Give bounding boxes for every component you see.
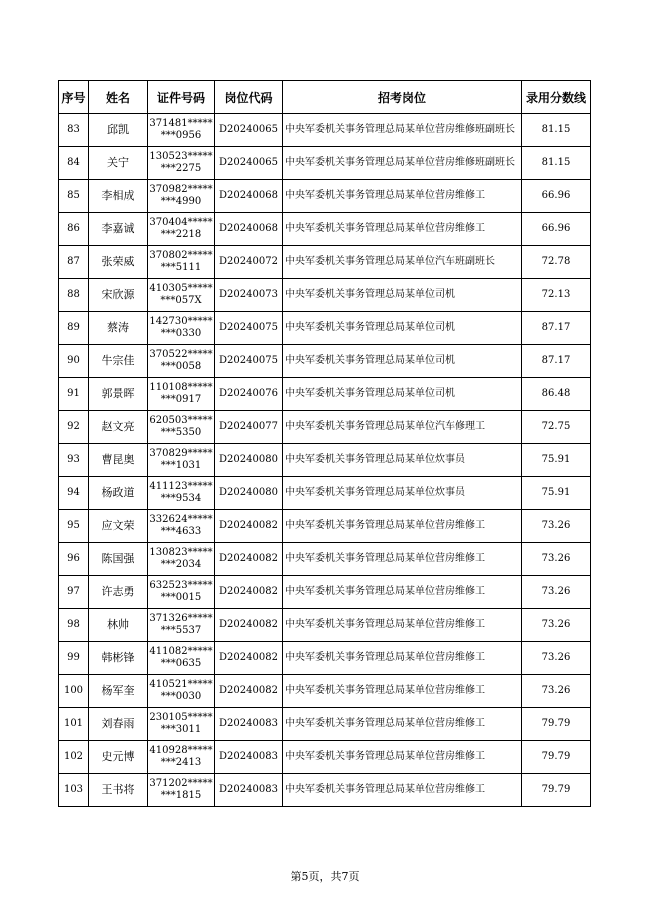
- cell-post: 中央军委机关事务管理总局某单位营房维修工: [283, 609, 522, 642]
- id-number-part1: 411123*****: [149, 481, 213, 492]
- table-row: [59, 675, 591, 708]
- cell-seq: 96: [59, 543, 89, 576]
- cell-name: 许志勇: [89, 576, 148, 609]
- cell-post-code: D20240080: [215, 477, 283, 510]
- cell-post: 中央军委机关事务管理总局某单位营房维修工: [283, 510, 522, 543]
- cell-name: 李嘉诚: [89, 213, 148, 246]
- id-number-part2: ***0635: [160, 658, 202, 669]
- cell-score: 79.79: [522, 741, 591, 774]
- cell-post-code: D20240075: [215, 312, 283, 345]
- cell-seq: 93: [59, 444, 89, 477]
- table-row: [59, 609, 591, 642]
- cell-post-code: D20240083: [215, 774, 283, 807]
- cell-id-number: [148, 510, 215, 543]
- id-number-part2: ***4990: [160, 196, 202, 207]
- cell-post: 中央军委机关事务管理总局某单位营房维修班副班长: [283, 114, 522, 147]
- table-row: [59, 774, 591, 807]
- cell-id-number: [148, 708, 215, 741]
- cell-post-code: D20240077: [215, 411, 283, 444]
- id-number-part2: ***2218: [160, 229, 202, 240]
- cell-post-code: D20240082: [215, 510, 283, 543]
- cell-seq: 84: [59, 147, 89, 180]
- cell-id-number: [148, 675, 215, 708]
- cell-name: 陈国强: [89, 543, 148, 576]
- cell-name: 邱凯: [89, 114, 148, 147]
- cell-id-number: [148, 114, 215, 147]
- cell-score: 75.91: [522, 444, 591, 477]
- cell-post: 中央军委机关事务管理总局某单位营房维修工: [283, 543, 522, 576]
- cell-post: 中央军委机关事务管理总局某单位司机: [283, 378, 522, 411]
- id-number-part2: ***0330: [160, 328, 202, 339]
- cell-post-code: D20240080: [215, 444, 283, 477]
- id-number-part1: 370522*****: [149, 349, 213, 360]
- id-number-part1: 410305*****: [149, 283, 213, 294]
- table-row: [59, 246, 591, 279]
- cell-post-code: D20240083: [215, 741, 283, 774]
- cell-name: 李相成: [89, 180, 148, 213]
- id-number-part1: 371326*****: [149, 613, 213, 624]
- cell-seq: 100: [59, 675, 89, 708]
- cell-id-number: [148, 246, 215, 279]
- id-number-part2: ***3011: [160, 724, 202, 735]
- cell-score: 73.26: [522, 675, 591, 708]
- id-number-part2: ***5111: [160, 262, 202, 273]
- id-number-part1: 371202*****: [149, 778, 213, 789]
- cell-name: 宋欣源: [89, 279, 148, 312]
- id-number-part1: 410521*****: [149, 679, 213, 690]
- id-number-part2: ***2413: [160, 757, 202, 768]
- table-row: [59, 444, 591, 477]
- cell-post: 中央军委机关事务管理总局某单位营房维修工: [283, 213, 522, 246]
- table-row: [59, 279, 591, 312]
- table-row: [59, 312, 591, 345]
- cell-seq: 103: [59, 774, 89, 807]
- cell-score: 79.79: [522, 708, 591, 741]
- cell-seq: 90: [59, 345, 89, 378]
- cell-id-number: [148, 213, 215, 246]
- cell-score: 87.17: [522, 345, 591, 378]
- cell-post-code: D20240068: [215, 180, 283, 213]
- cell-id-number: [148, 180, 215, 213]
- cell-seq: 97: [59, 576, 89, 609]
- page-footer: 第5页，共7页: [290, 870, 360, 883]
- cell-seq: 87: [59, 246, 89, 279]
- cell-post-code: D20240082: [215, 543, 283, 576]
- table-row: [59, 708, 591, 741]
- id-number-part1: 110108*****: [149, 382, 213, 393]
- id-number-part2: ***2034: [160, 559, 202, 570]
- cell-score: 66.96: [522, 180, 591, 213]
- cell-id-number: [148, 312, 215, 345]
- header-post-code: 岗位代码: [215, 81, 283, 114]
- id-number-part1: 130523*****: [149, 151, 213, 162]
- id-number-part2: ***0015: [160, 592, 202, 603]
- cell-seq: 95: [59, 510, 89, 543]
- cell-name: 刘春雨: [89, 708, 148, 741]
- cell-post-code: D20240082: [215, 609, 283, 642]
- id-number-part2: ***5537: [160, 625, 202, 636]
- cell-seq: 85: [59, 180, 89, 213]
- cell-post-code: D20240072: [215, 246, 283, 279]
- id-number-part1: 620503*****: [149, 415, 213, 426]
- cell-score: 72.13: [522, 279, 591, 312]
- header-post: 招考岗位: [283, 81, 522, 114]
- table-row: [59, 576, 591, 609]
- id-number-part2: ***057X: [160, 295, 202, 306]
- id-number-part1: 142730*****: [149, 316, 213, 327]
- id-number-part1: 371481*****: [149, 118, 213, 129]
- id-number-part1: 370982*****: [149, 184, 213, 195]
- id-number-part1: 332624*****: [149, 514, 213, 525]
- header-id-number: 证件号码: [148, 81, 215, 114]
- cell-post: 中央军委机关事务管理总局某单位司机: [283, 312, 522, 345]
- cell-seq: 99: [59, 642, 89, 675]
- id-number-part2: ***0058: [160, 361, 202, 372]
- cell-post: 中央军委机关事务管理总局某单位司机: [283, 279, 522, 312]
- id-number-part1: 411082*****: [149, 646, 213, 657]
- header-name: 姓名: [89, 81, 148, 114]
- cell-post-code: D20240076: [215, 378, 283, 411]
- cell-post: 中央军委机关事务管理总局某单位营房维修班副班长: [283, 147, 522, 180]
- cell-post-code: D20240073: [215, 279, 283, 312]
- id-number-part2: ***0917: [160, 394, 202, 405]
- cell-id-number: [148, 543, 215, 576]
- cell-seq: 91: [59, 378, 89, 411]
- cell-post: 中央军委机关事务管理总局某单位司机: [283, 345, 522, 378]
- cell-name: 史元博: [89, 741, 148, 774]
- table-row: [59, 411, 591, 444]
- cell-post-code: D20240068: [215, 213, 283, 246]
- cell-score: 73.26: [522, 609, 591, 642]
- id-number-part1: 370829*****: [149, 448, 213, 459]
- cell-post-code: D20240082: [215, 642, 283, 675]
- table-row: [59, 510, 591, 543]
- id-number-part1: 632523*****: [149, 580, 213, 591]
- cell-score: 75.91: [522, 477, 591, 510]
- id-number-part2: ***0030: [160, 691, 202, 702]
- id-number-part2: ***1031: [160, 460, 202, 471]
- cell-seq: 92: [59, 411, 89, 444]
- table-row: [59, 543, 591, 576]
- cell-score: 72.78: [522, 246, 591, 279]
- cell-id-number: [148, 345, 215, 378]
- id-number-part2: ***1815: [160, 790, 202, 801]
- id-number-part2: ***4633: [160, 526, 202, 537]
- cell-post: 中央军委机关事务管理总局某单位营房维修工: [283, 774, 522, 807]
- id-number-part1: 230105*****: [149, 712, 213, 723]
- cell-name: 应文荣: [89, 510, 148, 543]
- id-number-part1: 370802*****: [149, 250, 213, 261]
- cell-seq: 83: [59, 114, 89, 147]
- cell-score: 81.15: [522, 147, 591, 180]
- cell-post: 中央军委机关事务管理总局某单位营房维修工: [283, 642, 522, 675]
- cell-id-number: [148, 147, 215, 180]
- cell-post: 中央军委机关事务管理总局某单位营房维修工: [283, 576, 522, 609]
- cell-seq: 101: [59, 708, 89, 741]
- cell-name: 杨军奎: [89, 675, 148, 708]
- cell-name: 蔡涛: [89, 312, 148, 345]
- cell-score: 81.15: [522, 114, 591, 147]
- cell-score: 66.96: [522, 213, 591, 246]
- table-row: [59, 345, 591, 378]
- cell-id-number: [148, 444, 215, 477]
- table-row: [59, 642, 591, 675]
- table-row: [59, 213, 591, 246]
- cell-name: 杨政道: [89, 477, 148, 510]
- cell-name: 曹昆奥: [89, 444, 148, 477]
- cell-post: 中央军委机关事务管理总局某单位营房维修工: [283, 741, 522, 774]
- cell-score: 79.79: [522, 774, 591, 807]
- cell-id-number: [148, 609, 215, 642]
- cell-post-code: D20240082: [215, 675, 283, 708]
- header-score: 录用分数线: [522, 81, 591, 114]
- cell-seq: 98: [59, 609, 89, 642]
- cell-id-number: [148, 576, 215, 609]
- id-number-part1: 130823*****: [149, 547, 213, 558]
- id-number-part1: 370404*****: [149, 217, 213, 228]
- cell-score: 73.26: [522, 510, 591, 543]
- cell-name: 郭景晖: [89, 378, 148, 411]
- results-table: [58, 80, 591, 807]
- id-number-part2: ***9534: [160, 493, 202, 504]
- cell-id-number: [148, 411, 215, 444]
- cell-id-number: [148, 741, 215, 774]
- cell-score: 73.26: [522, 576, 591, 609]
- cell-score: 73.26: [522, 543, 591, 576]
- table-row: [59, 114, 591, 147]
- cell-name: 韩彬锋: [89, 642, 148, 675]
- cell-name: 赵文亮: [89, 411, 148, 444]
- cell-id-number: [148, 774, 215, 807]
- table-row: [59, 477, 591, 510]
- cell-post-code: D20240075: [215, 345, 283, 378]
- cell-score: 86.48: [522, 378, 591, 411]
- cell-seq: 88: [59, 279, 89, 312]
- cell-seq: 94: [59, 477, 89, 510]
- table-row: [59, 378, 591, 411]
- cell-post-code: D20240083: [215, 708, 283, 741]
- cell-post: 中央军委机关事务管理总局某单位营房维修工: [283, 708, 522, 741]
- cell-seq: 86: [59, 213, 89, 246]
- cell-post: 中央军委机关事务管理总局某单位汽车修理工: [283, 411, 522, 444]
- id-number-part1: 410928*****: [149, 745, 213, 756]
- cell-seq: 89: [59, 312, 89, 345]
- cell-post-code: D20240065: [215, 147, 283, 180]
- cell-post-code: D20240082: [215, 576, 283, 609]
- id-number-part2: ***2275: [160, 163, 202, 174]
- cell-id-number: [148, 378, 215, 411]
- cell-post-code: D20240065: [215, 114, 283, 147]
- cell-id-number: [148, 642, 215, 675]
- cell-post: 中央军委机关事务管理总局某单位炊事员: [283, 444, 522, 477]
- cell-score: 72.75: [522, 411, 591, 444]
- cell-id-number: [148, 279, 215, 312]
- cell-seq: 102: [59, 741, 89, 774]
- cell-post: 中央军委机关事务管理总局某单位汽车班副班长: [283, 246, 522, 279]
- cell-score: 73.26: [522, 642, 591, 675]
- table-row: [59, 147, 591, 180]
- cell-name: 王书将: [89, 774, 148, 807]
- cell-name: 牛宗佳: [89, 345, 148, 378]
- id-number-part2: ***5350: [160, 427, 202, 438]
- table-row: [59, 180, 591, 213]
- cell-id-number: [148, 477, 215, 510]
- id-number-part2: ***0956: [160, 130, 202, 141]
- cell-name: 林帅: [89, 609, 148, 642]
- cell-name: 张荣威: [89, 246, 148, 279]
- table-header-row: [59, 81, 591, 114]
- cell-name: 关宁: [89, 147, 148, 180]
- cell-post: 中央军委机关事务管理总局某单位营房维修工: [283, 675, 522, 708]
- header-seq: 序号: [59, 81, 89, 114]
- table-row: [59, 741, 591, 774]
- cell-post: 中央军委机关事务管理总局某单位炊事员: [283, 477, 522, 510]
- cell-score: 87.17: [522, 312, 591, 345]
- cell-post: 中央军委机关事务管理总局某单位营房维修工: [283, 180, 522, 213]
